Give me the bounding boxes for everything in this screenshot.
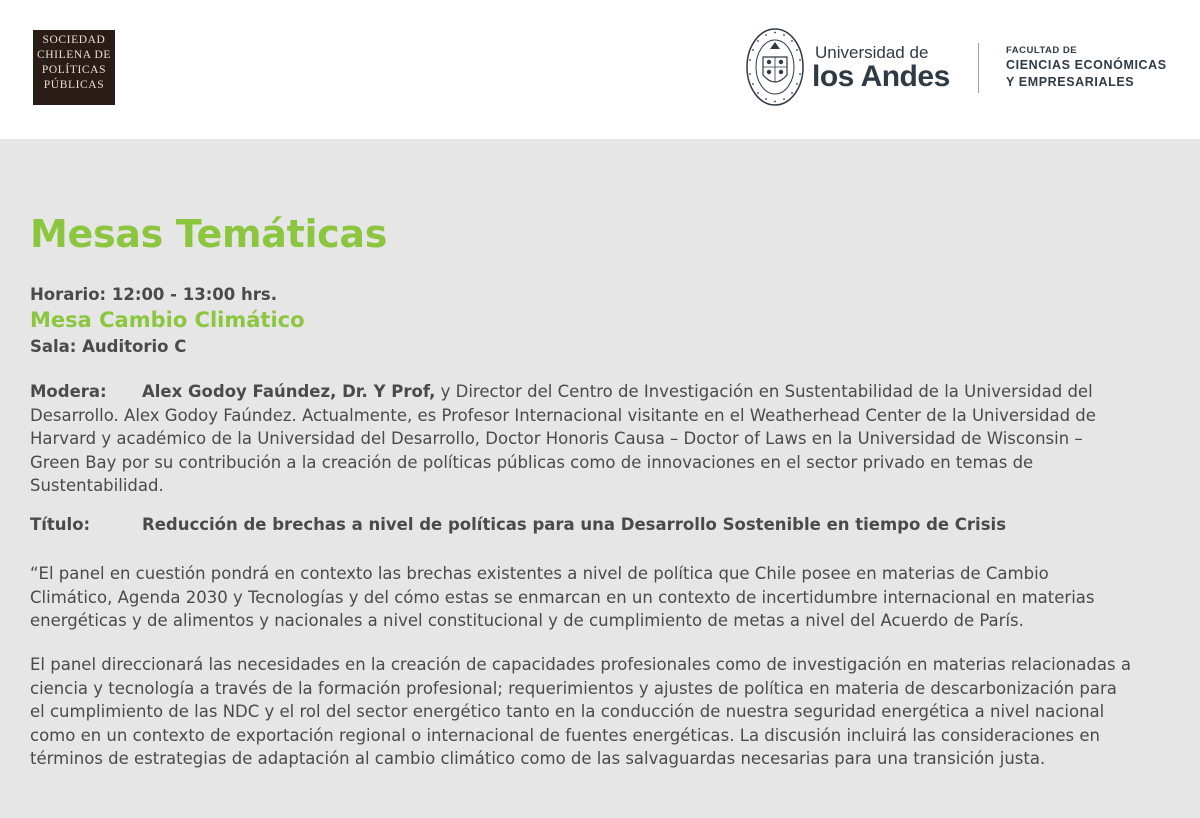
- university-name-line2: los Andes: [812, 60, 950, 93]
- university-seal-icon: [746, 27, 804, 107]
- sochi-logo: [33, 30, 115, 105]
- panel-name: Mesa Cambio Climático: [30, 308, 305, 332]
- room-info: Sala: Auditorio C: [30, 337, 187, 356]
- page-title: Mesas Temáticas: [30, 212, 388, 256]
- moderator-label: Modera:: [30, 382, 107, 401]
- schedule-time: Horario: 12:00 - 13:00 hrs.: [30, 285, 277, 304]
- description-paragraph-2: El panel direccionará las necesidades en la creación de capacidades profesionales como de investigación en materias relacionadas a ciencia y tecnología a través de la formación profesional; requerimientos y ajustes de política en materia de descarbonización para el cumplimiento de las NDC y el rol del sector energético tanto en la conducción de nuestra seguridad energética a nivel nacional como en un contexto de exportación regional o internacional de fuentes energéticas. La discusión incluirá las consideraciones en términos de estrategias de adaptación al cambio climático como de las salvaguardas necesarias para una transición justa.: [30, 655, 1131, 769]
- talk-title-label: Título:: [30, 515, 91, 534]
- logo-line: PÚBLICAS: [43, 79, 105, 91]
- logo-line: CHILENA DE: [36, 49, 112, 61]
- header-divider: [978, 43, 979, 93]
- moderator-name: Alex Godoy Faúndez, Dr. Y Prof,: [142, 382, 436, 401]
- moderator-bio: y Director del Centro de Investigación en Sustentabilidad de la Universidad del Desarrollo. Alex Godoy Faúndez. Actualmente, es Profesor Internacional visitante en el Weatherhead Center de la Universidad de Harvard y académico de la Universidad del Desarrollo, Doctor Honoris Causa – Doctor of Laws en la Universidad de Wisconsin – Green Bay por su contribución a la creación de políticas públicas como de innovaciones en el sector privado en temas de Sustentabilidad.: [30, 382, 1096, 496]
- description-paragraph-1: “El panel en cuestión pondrá en contexto las brechas existentes a nivel de política que Chile posee en materias de Cambio Climático, Agenda 2030 y Tecnologías y del cómo estas se enmarcan en un contexto de incertidumbre internacional en materias energéticas y de alimentos y nacionales a nivel constitucional y de cumplimiento de metas a nivel del Acuerdo de París.: [30, 564, 1095, 631]
- logo-line: POLÍTICAS: [41, 64, 107, 76]
- university-name-line1: Universidad de: [815, 43, 929, 62]
- talk-title-row: [30, 515, 1006, 534]
- faculty-line3: Y EMPRESARIALES: [1006, 75, 1135, 89]
- moderator-paragraph: [30, 380, 1135, 498]
- faculty-line2: CIENCIAS ECONÓMICAS: [1006, 58, 1167, 72]
- header: [0, 0, 1200, 139]
- faculty-line1: FACULTAD DE: [1006, 45, 1078, 56]
- talk-title: Reducción de brechas a nivel de políticas para una Desarrollo Sostenible en tiempo de Crisis: [142, 515, 1007, 534]
- logo-line: SOCIEDAD: [42, 34, 106, 46]
